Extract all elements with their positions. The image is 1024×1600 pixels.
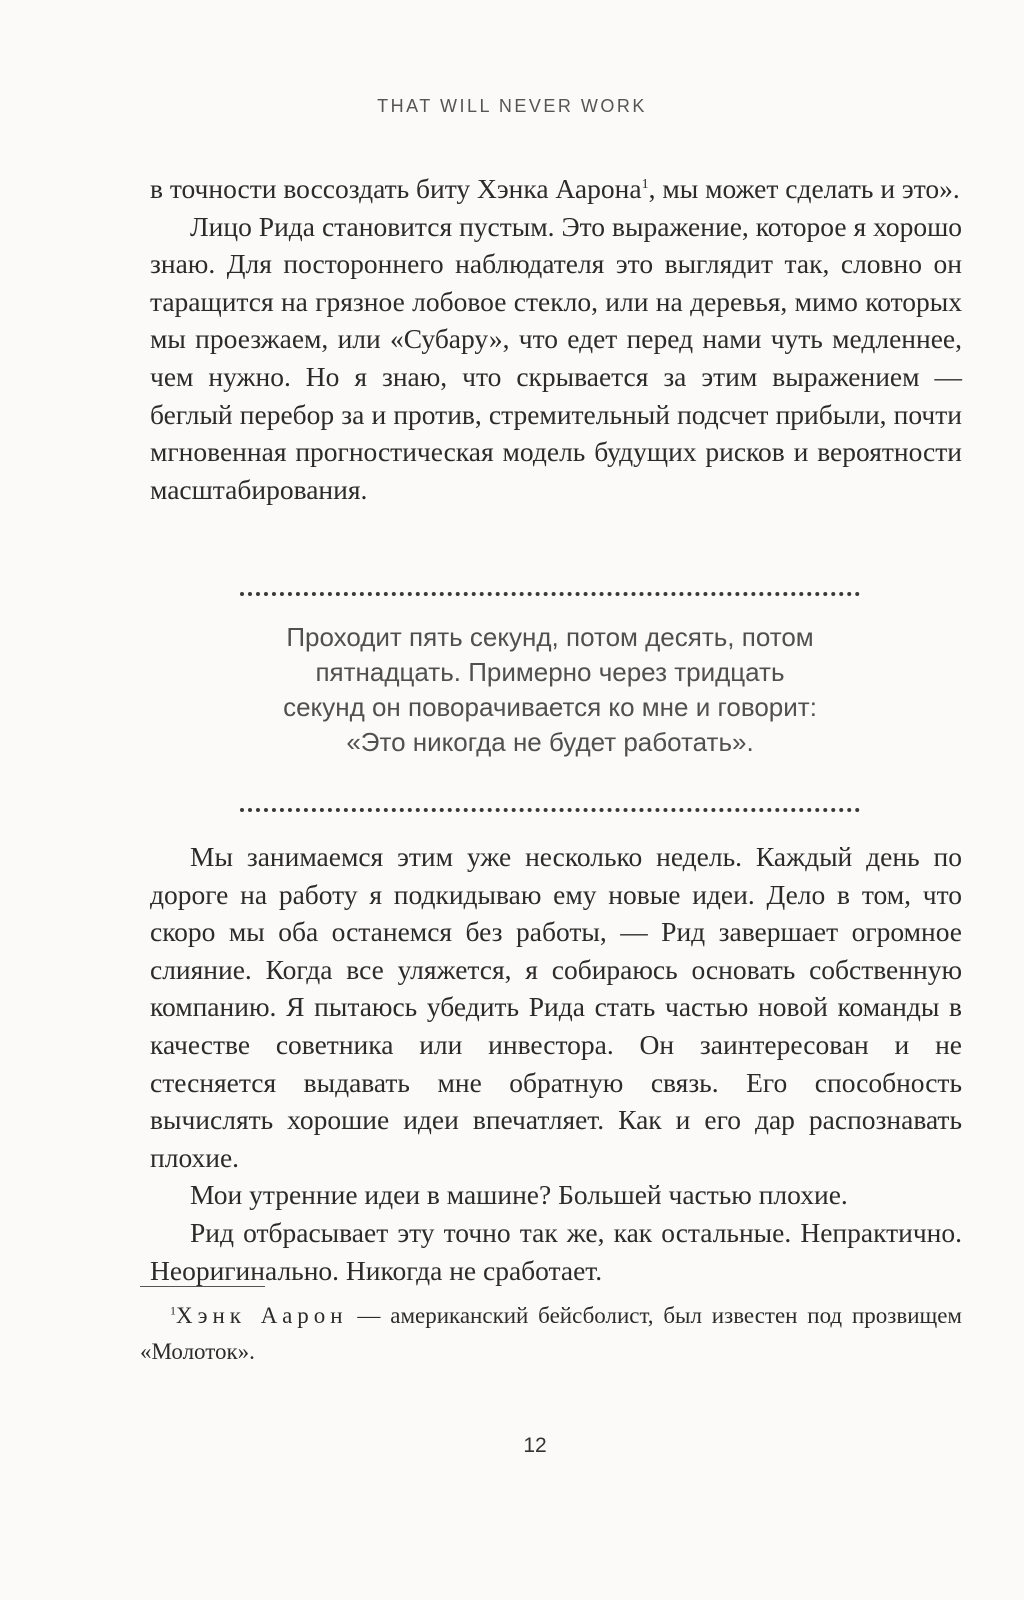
paragraph: Рид отбрасывает эту точно так же, как остальные. Непрактично. Неоригинально. Никогда не сработает. <box>150 1216 962 1286</box>
running-head: THAT WILL NEVER WORK <box>377 96 647 116</box>
pullquote-divider-bottom <box>240 808 860 812</box>
footnote <box>140 1298 962 1370</box>
text-block-top <box>150 170 962 508</box>
footnote-rule <box>140 1286 265 1287</box>
paragraph: Мы занимаемся этим уже несколько недель. Каждый день по дороге на работу я подкидываю ему новые идеи. Дело в том, что скоро мы оба останемся без работы, — Рид завершает огромное слияние. Когда все уляжется, я собираюсь основать собственную компанию. Я пытаюсь убедить Рида стать частью новой команды в качестве советника или инвестора. Он заинтересован и не стесняется выдавать мне обратную связь. Его способность вычислять хорошие идеи впечатляет. Как и его дар распознавать плохие. <box>150 841 962 1173</box>
paragraph: Мои утренние идеи в машине? Большей частью плохие. <box>190 1179 848 1211</box>
paragraph-text: , мы может сделать и это». <box>648 173 960 204</box>
paragraph-text: в точности воссоздать биту Хэнка Аарона <box>150 173 642 204</box>
paragraph <box>150 170 962 208</box>
pullquote <box>200 620 900 760</box>
page-number: 12 <box>523 1434 547 1457</box>
footnote-marker: 1 <box>170 1303 176 1318</box>
pullquote-line: пятнадцать. Примерно через тридцать <box>315 657 785 687</box>
pullquote-line: секунд он поворачивается ко мне и говорит: <box>283 692 817 722</box>
text-block-bottom <box>150 838 962 1289</box>
pullquote-line: «Это никогда не будет работать». <box>346 727 754 757</box>
footnote-reference: 1 <box>641 176 649 192</box>
pullquote-line: Проходит пять секунд, потом десять, потом <box>286 622 814 652</box>
paragraph: Лицо Рида становится пустым. Это выражение, которое я хорошо знаю. Для постороннего наблюдателя это выглядит так, словно он таращится на грязное лобовое стекло, или на деревья, мимо которых мы проезжаем, или «Субару», что едет перед нами чуть медленнее, чем нужно. Но я знаю, что скрывается за этим выражением — беглый перебор за и против, стремительный подсчет прибыли, почти мгновенная прогностическая модель будущих рисков и вероятности масштабирования. <box>150 210 962 505</box>
footnote-name: Хэнк Аарон <box>176 1303 348 1328</box>
pullquote-divider-top <box>240 592 860 596</box>
footnote-text: — американский бейсболист, был известен под прозвищем «Молоток». <box>140 1303 962 1364</box>
